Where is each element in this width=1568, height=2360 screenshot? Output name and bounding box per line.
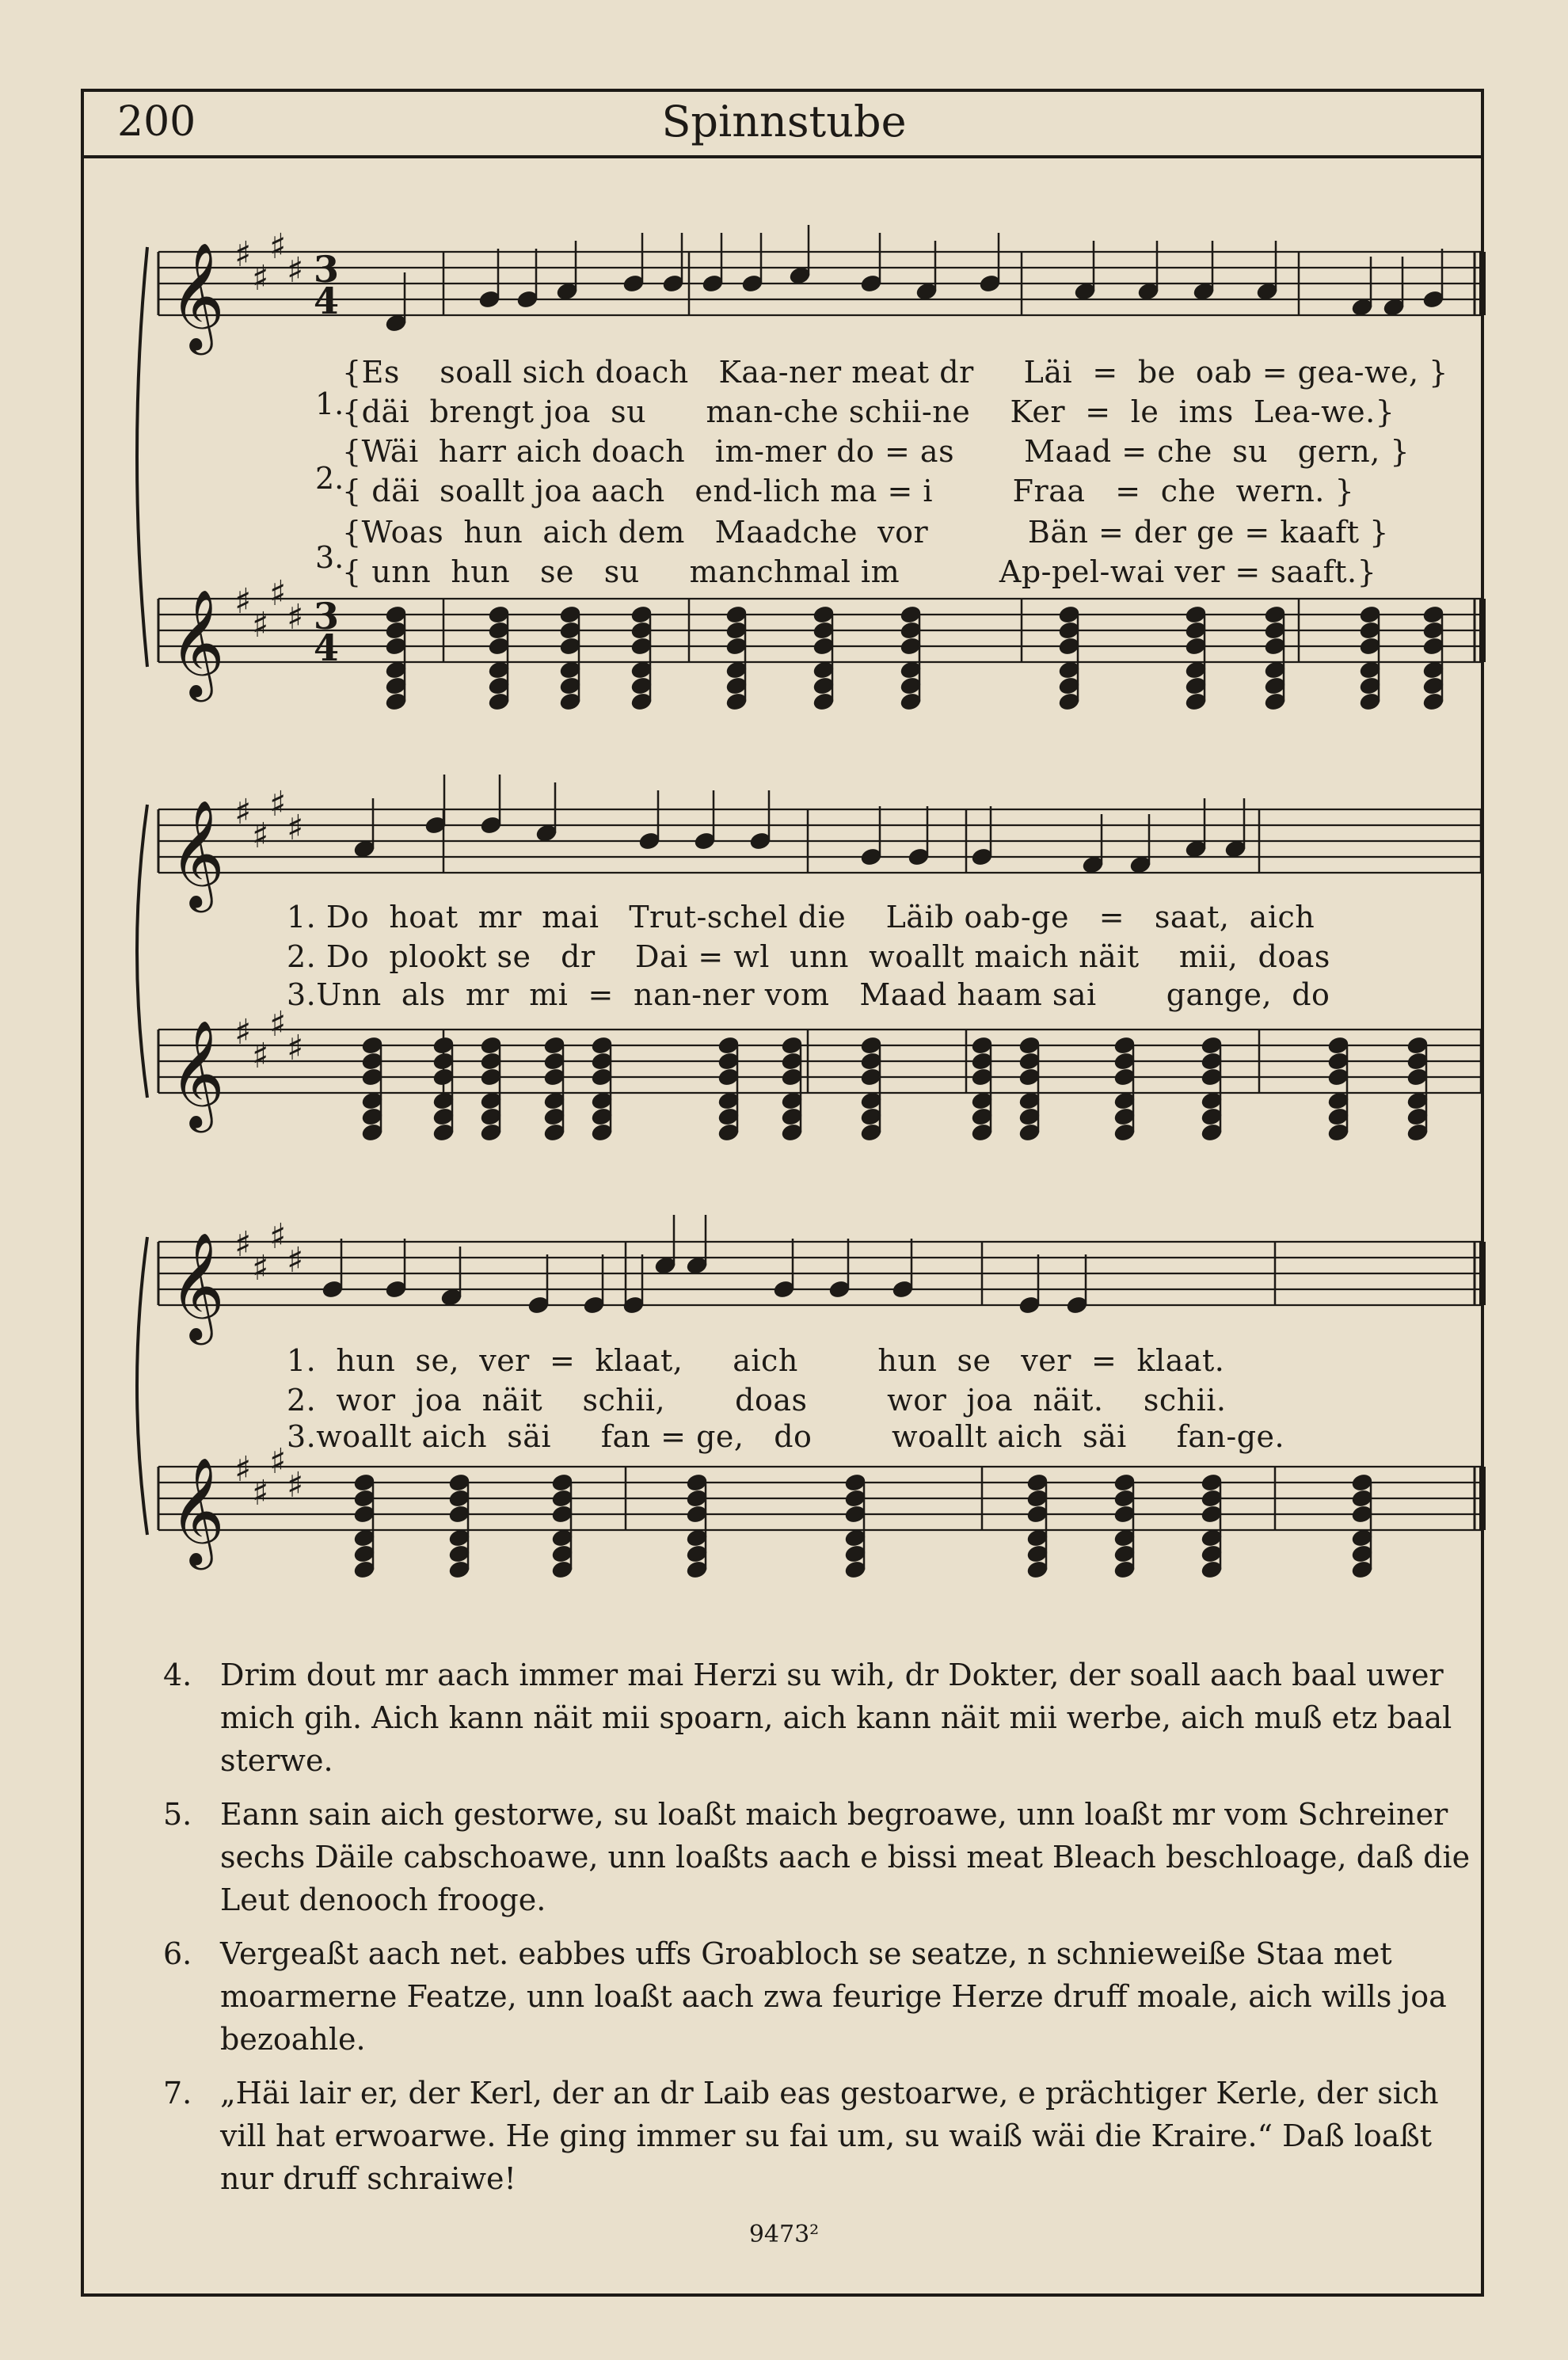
svg-text:4: 4 xyxy=(314,280,340,322)
stanza-number-3: 3. xyxy=(315,540,344,575)
svg-text:♯: ♯ xyxy=(287,250,304,291)
svg-text:♯: ♯ xyxy=(287,808,304,848)
svg-text:♯: ♯ xyxy=(287,1465,304,1505)
svg-text:𝄞: 𝄞 xyxy=(169,1231,225,1340)
lyric-line: {Es soall sich doach Kaa-ner meat dr Läi = be oab = gea-we, } xyxy=(342,355,1448,390)
verse-text: Vergeaßt aach net. eabbes uffs Groabloch se seatze, n schnieweiße Staa met moarmerne Featze, unn loaßt aach zwa feurige Herze druff moale, aich wills joa bezoahle. xyxy=(220,1936,1447,2057)
page-number: 200 xyxy=(117,98,196,146)
svg-text:𝄞: 𝄞 xyxy=(169,1456,225,1565)
verse-number: 4. xyxy=(163,1658,192,1692)
lyric-line: { unn hun se su manchmal im Ap-pel-wai ver = saaft.} xyxy=(342,554,1377,589)
verse-4 xyxy=(163,1654,1494,1782)
lyric-line: 3.woallt aich säi fan = ge, do woallt aich säi fan-ge. xyxy=(287,1419,1285,1454)
svg-text:𝄞: 𝄞 xyxy=(169,588,225,697)
running-title: Spinnstube xyxy=(661,97,907,147)
svg-text:𝄞: 𝄞 xyxy=(169,241,225,350)
svg-text:3: 3 xyxy=(314,595,340,638)
lyric-line: 1. Do hoat mr mai Trut-schel die Läib oab-ge = saat, aich xyxy=(287,900,1315,934)
svg-text:♯: ♯ xyxy=(269,1441,287,1482)
lyric-line: 2. Do plookt se dr Dai = wl unn woallt maich näit mii, doas xyxy=(287,939,1330,974)
svg-text:♯: ♯ xyxy=(269,784,287,824)
lyric-line: 2. wor joa näit schii, doas wor joa näit. schii. xyxy=(287,1383,1227,1418)
svg-text:𝄞: 𝄞 xyxy=(169,1018,225,1128)
svg-text:♯: ♯ xyxy=(269,226,287,267)
verse-number: 6. xyxy=(163,1936,192,1971)
verse-7 xyxy=(163,2072,1494,2200)
stanza-number-1: 1. xyxy=(315,386,344,421)
verse-text: Eann sain aich gestorwe, su loaßt maich begroawe, unn loaßt mr vom Schreiner sechs Däile cabschoawe, unn loaßts aach e bissi meat Bleach beschloage, daß die Leut denooch frooge. xyxy=(220,1797,1471,1917)
lyric-line: {Woas hun aich dem Maadche vor Bän = der ge = kaaft } xyxy=(342,515,1389,550)
svg-text:♯: ♯ xyxy=(234,1012,252,1052)
additional-verses xyxy=(163,1654,1494,2211)
verse-5 xyxy=(163,1793,1494,1921)
svg-text:♯: ♯ xyxy=(252,605,269,645)
svg-text:♯: ♯ xyxy=(252,816,269,856)
svg-text:3: 3 xyxy=(314,248,340,291)
svg-text:♯: ♯ xyxy=(234,234,252,275)
verse-text: „Häi lair er, der Kerl, der an dr Laib eas gestoarwe, e prächtiger Kerle, der sich vill hat erwoarwe. He ging immer su fai um, su waiß wäi die Kraire.“ Daß loaßt nur druff schraiwe! xyxy=(220,2076,1439,2196)
svg-text:♯: ♯ xyxy=(234,792,252,832)
svg-text:♯: ♯ xyxy=(252,1036,269,1076)
svg-text:♯: ♯ xyxy=(287,597,304,638)
svg-text:♯: ♯ xyxy=(234,1224,252,1265)
svg-text:4: 4 xyxy=(314,626,340,669)
verse-text: Drim dout mr aach immer mai Herzi su wih, dr Dokter, der soall aach baal uwer mich gih. Aich kann näit mii spoarn, aich kann näit mii werbe, aich muß etz baal sterwe. xyxy=(220,1658,1452,1778)
lyric-line: {Wäi harr aich doach im-mer do = as Maad = che su gern, } xyxy=(342,434,1410,469)
svg-text:𝄞: 𝄞 xyxy=(169,798,225,908)
lyric-line: 1. hun se, ver = klaat, aich hun se ver = klaat. xyxy=(287,1343,1225,1378)
svg-text:♯: ♯ xyxy=(269,573,287,614)
svg-text:♯: ♯ xyxy=(287,1028,304,1068)
svg-text:♯: ♯ xyxy=(269,1004,287,1045)
svg-text:♯: ♯ xyxy=(287,1240,304,1281)
svg-text:♯: ♯ xyxy=(252,258,269,299)
svg-text:♯: ♯ xyxy=(252,1248,269,1288)
svg-text:♯: ♯ xyxy=(234,581,252,622)
verse-6 xyxy=(163,1932,1494,2061)
lyric-line: { däi soallt joa aach end-lich ma = i Fraa = che wern. } xyxy=(342,474,1355,508)
svg-text:♯: ♯ xyxy=(234,1449,252,1490)
svg-text:♯: ♯ xyxy=(252,1473,269,1513)
verse-number: 5. xyxy=(163,1797,192,1832)
stanza-number-2: 2. xyxy=(315,461,344,496)
verse-number: 7. xyxy=(163,2076,192,2111)
svg-text:♯: ♯ xyxy=(269,1216,287,1257)
plate-number: 9473² xyxy=(748,2221,820,2248)
lyric-line: {däi brengt joa su man-che schii-ne Ker = le ims Lea-we.} xyxy=(342,394,1395,429)
lyric-line: 3.Unn als mr mi = nan-ner vom Maad haam sai gange, do xyxy=(287,977,1330,1012)
